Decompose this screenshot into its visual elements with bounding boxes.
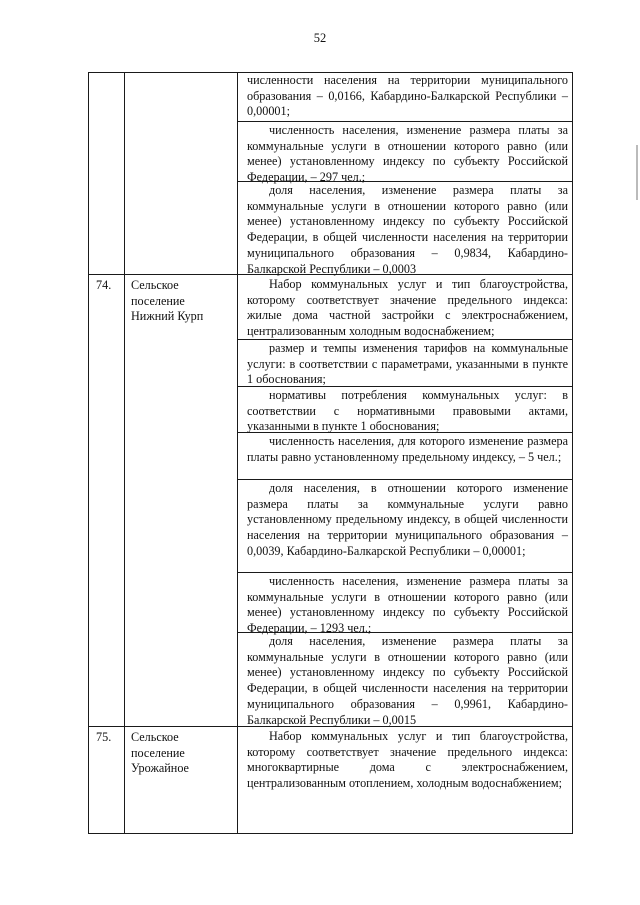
table-cell-paragraph: доля населения, в отношении которого изменение размера платы за коммунальные услуги равно установленному предельному индексу, в общей численности населения на территории муниципального образования – 0,0039, Кабардино-Балкарской Республики – 0,00001;	[247, 481, 568, 558]
table-cell-paragraph: численности населения на территории муниципального образования – 0,0166, Кабардино-Балкарской Республики – 0,00001;	[247, 73, 568, 119]
paragraph-separator	[237, 121, 573, 122]
scan-edge-mark	[636, 145, 638, 200]
paragraph-separator	[237, 572, 573, 573]
table-cell-paragraph: численность населения, изменение размера платы за коммунальные услуги в отношении которого равно (или менее) установленному индексу по субъекту Российской Федерации, – 297 чел.;	[247, 123, 568, 185]
table-border-right	[572, 72, 573, 834]
table-cell-paragraph: Набор коммунальных услуг и тип благоустройства, которому соответствует значение предельного индекса: жилые дома частной застройки с электроснабжением, централизованным холодным водоснабжением;	[247, 277, 568, 339]
table-cell-paragraph: численность населения, для которого изменение размера платы равно установленному предельному индексу, – 5 чел.;	[247, 434, 568, 464]
paragraph-separator	[237, 479, 573, 480]
table-cell-paragraph: численность населения, изменение размера платы за коммунальные услуги в отношении которого равно (или менее) установленному индексу по субъекту Российской Федерации, – 1293 чел.;	[247, 574, 568, 636]
table-column-divider-2	[237, 72, 238, 834]
table-cell-paragraph: размер и темпы изменения тарифов на коммунальные услуги: в соответствии с параметрами, указанными в пункте 1 обоснования;	[247, 341, 568, 387]
settlement-name: Сельское поселение Нижний Курп	[131, 278, 204, 323]
table-cell-paragraph: нормативы потребления коммунальных услуг: в соответствии с нормативными правовыми актами, указанными в пункте 1 обоснования;	[247, 388, 568, 434]
table-cell-paragraph: доля населения, изменение размера платы за коммунальные услуги в отношении которого равно (или менее) установленному индексу по субъекту Российской Федерации, в общей численности населения на территории муниципального образования – 0,9834, Кабардино-Балкарской Республики – 0,0003	[247, 183, 568, 276]
table-column-divider-1	[124, 72, 125, 834]
table-cell-paragraph: Набор коммунальных услуг и тип благоустройства, которому соответствует значение предельного индекса: многоквартирные дома с электроснабжением, централизованным отоплением, холодным водоснабжением;	[247, 729, 568, 791]
table-border-bottom	[88, 833, 573, 834]
settlement-name: Сельское поселение Урожайное	[131, 730, 189, 775]
row-number: 74.	[96, 278, 112, 292]
row-number: 75.	[96, 730, 112, 744]
table-border-left	[88, 72, 89, 834]
page-number: 52	[313, 31, 327, 45]
table-cell-paragraph: доля населения, изменение размера платы за коммунальные услуги в отношении которого равно (или менее) установленному индексу по субъекту Российской Федерации, в общей численности населения на территории муниципального образования – 0,9961, Кабардино-Балкарской Республики – 0,0015	[247, 634, 568, 727]
